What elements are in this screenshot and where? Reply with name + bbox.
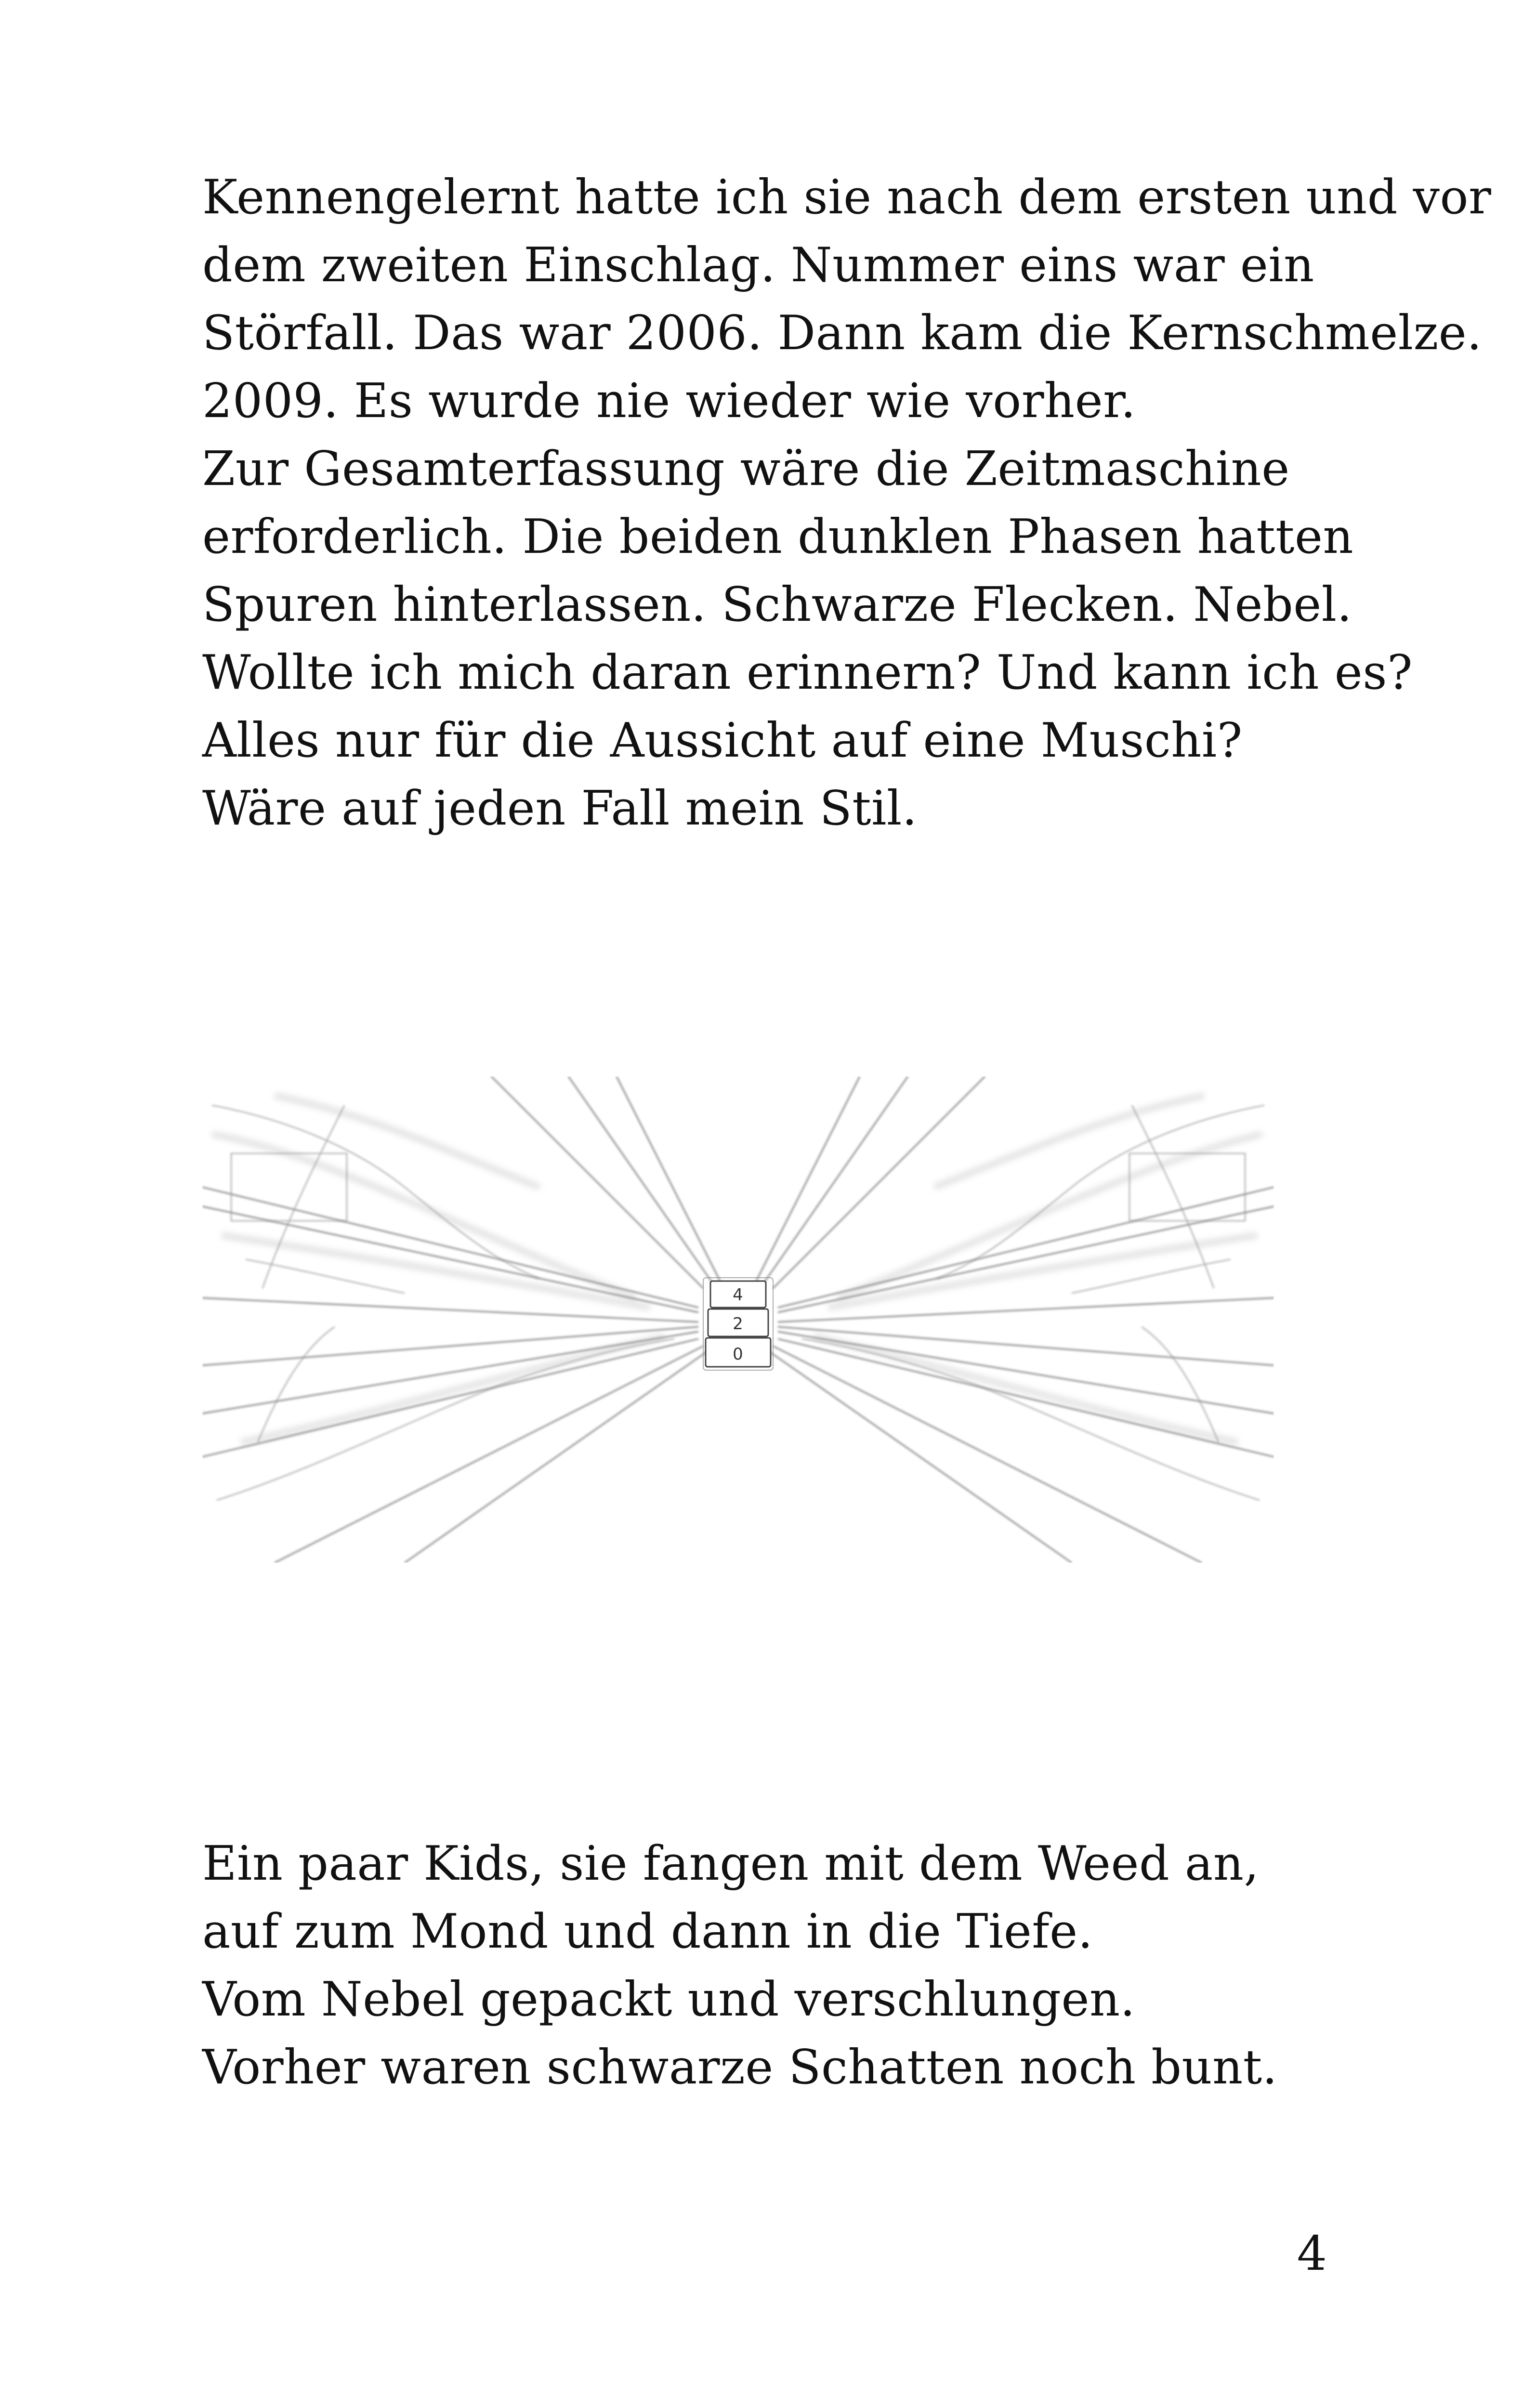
paragraph-1 — [202, 164, 1491, 843]
text-line: Störfall. Das war 2006. Dann kam die Kernschmelze. — [202, 306, 1482, 361]
text-line: Wäre auf jeden Fall mein Stil. — [202, 781, 918, 836]
text-line: Alles nur für die Aussicht auf eine Muschi? — [202, 713, 1243, 768]
text-line: Wollte ich mich daran erinnern? Und kann ich es? — [202, 645, 1413, 700]
text-line: 2009. Es wurde nie wieder wie vorher. — [202, 374, 1136, 429]
panel-digit: 0 — [733, 1345, 743, 1364]
text-line: Kennengelernt hatte ich sie nach dem ersten und vor — [202, 170, 1492, 225]
tunnel-illustration — [202, 1076, 1274, 1563]
text-line: Vom Nebel gepackt und verschlungen. — [202, 1972, 1136, 2027]
text-line: Ein paar Kids, sie fangen mit dem Weed an, — [202, 1836, 1260, 1891]
panel-digit: 2 — [733, 1314, 743, 1334]
paragraph-2 — [202, 1830, 1277, 2102]
tunnel-sketch-image — [202, 1076, 1274, 1563]
text-line: auf zum Mond und dann in die Tiefe. — [202, 1904, 1093, 1959]
page-number: 4 — [1297, 2226, 1327, 2281]
text-line: erforderlich. Die beiden dunklen Phasen hatten — [202, 510, 1354, 564]
text-line: Zur Gesamterfassung wäre die Zeitmaschine — [202, 442, 1290, 497]
text-line: dem zweiten Einschlag. Nummer eins war ein — [202, 238, 1314, 293]
text-line: Vorher waren schwarze Schatten noch bunt. — [202, 2040, 1278, 2095]
panel-digit: 4 — [733, 1285, 743, 1305]
text-line: Spuren hinterlassen. Schwarze Flecken. Nebel. — [202, 577, 1352, 632]
